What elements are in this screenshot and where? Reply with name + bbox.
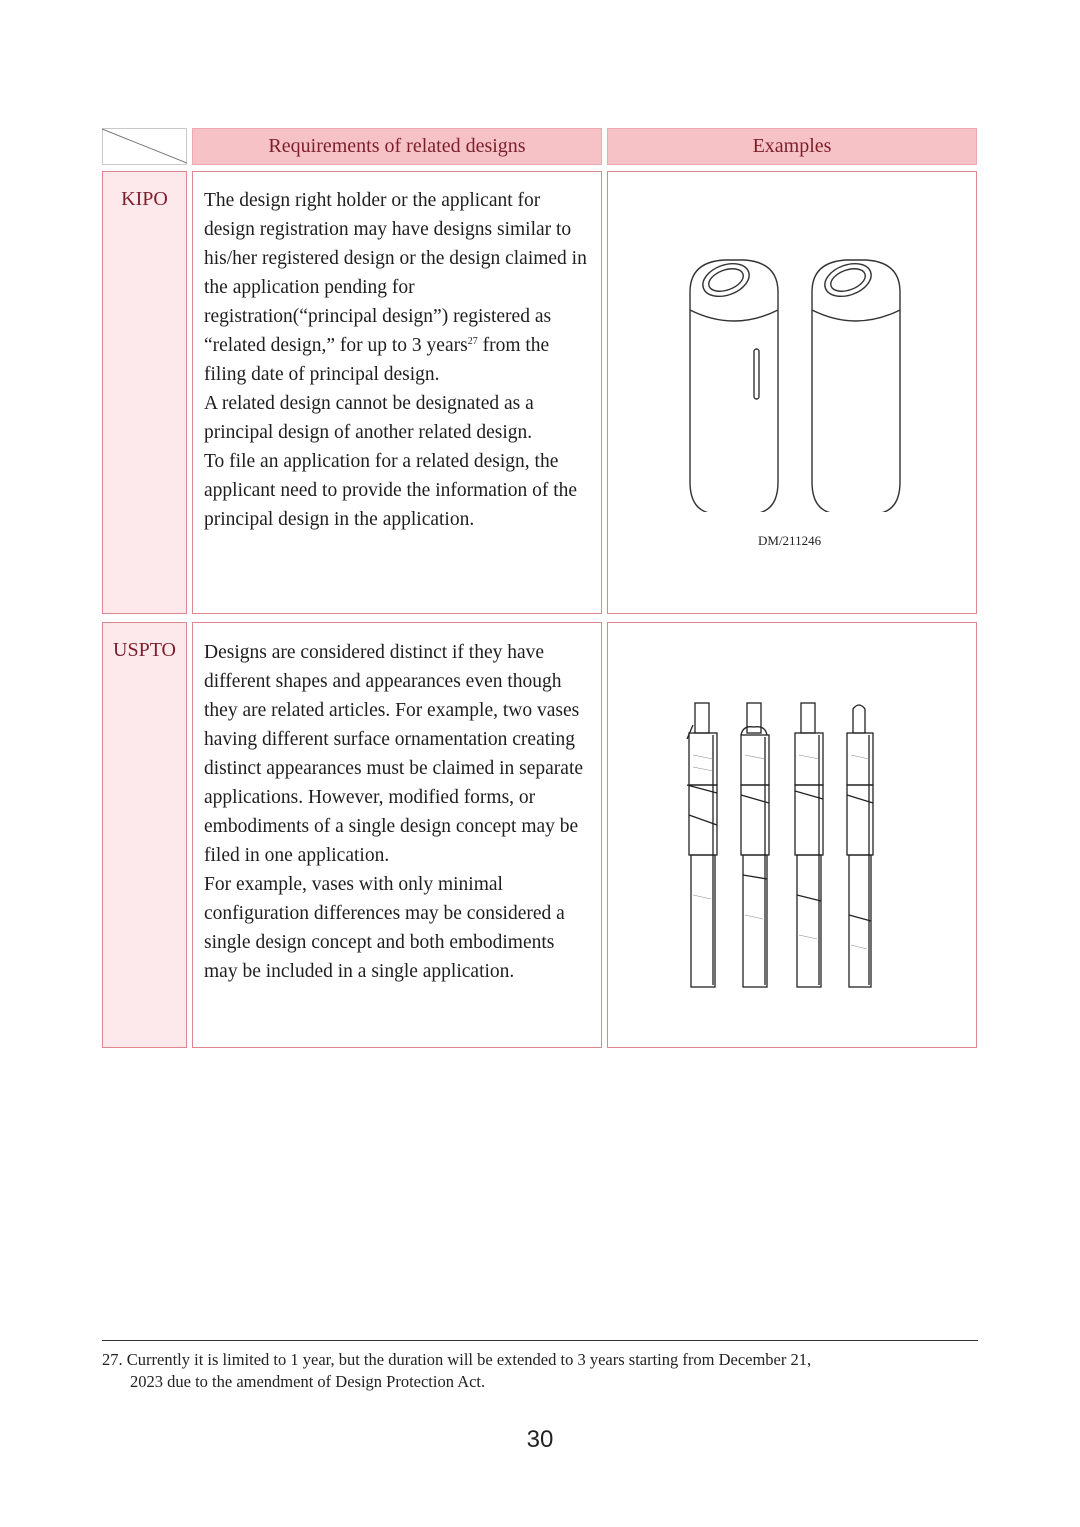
- uspto-requirements-cell: [192, 622, 602, 1048]
- row-label-uspto: USPTO: [102, 622, 187, 1048]
- footnote-27: [102, 1349, 962, 1393]
- uspto-example-cell: [607, 622, 977, 1048]
- row-label-kipo: KIPO: [102, 171, 187, 614]
- header-requirements: Requirements of related designs: [192, 128, 602, 165]
- footnote-text: Currently it is limited to 1 year, but the duration will be extended to 3 years starting from December 21,: [126, 1350, 812, 1369]
- kipo-requirements-cell: [192, 171, 602, 614]
- kipo-example-caption: DM/211246: [758, 533, 822, 548]
- kipo-requirements-text: [204, 186, 592, 534]
- kipo-paragraph-1: The design right holder or the applicant for design registration may have designs similar to his/her registered design or the design claimed in the application pending for registration(“principal design”) registered as “related design,” for up to 3 years$^{27}$ from the filing date of principal design.: [204, 190, 587, 385]
- kipo-paragraph-3: To file an application for a related design, the applicant need to provide the information of the principal design in the application.: [204, 451, 578, 530]
- kipo-example-cell: [607, 171, 977, 614]
- uspto-example-figure: [683, 695, 893, 995]
- header-examples: Examples: [607, 128, 977, 165]
- uspto-requirements-text: [204, 638, 592, 986]
- kipo-example-figure: [678, 252, 908, 512]
- footnote-divider: [102, 1340, 978, 1341]
- header-corner-cell: [102, 128, 187, 165]
- uspto-paragraph-1: Designs are considered distinct if they have different shapes and appearances even though they are related articles. For example, two vases having different surface ornamentation creating distinct appearances must be claimed in separate applications. However, modified forms, or embodiments of a single design concept may be filed in one application.: [204, 642, 584, 866]
- kipo-paragraph-2: A related design cannot be designated as a principal design of another related design.: [204, 393, 534, 443]
- diagonal-divider: [102, 128, 187, 165]
- footnote-number: 27.: [102, 1350, 123, 1369]
- footnote-text-continued: 2023 due to the amendment of Design Protection Act.: [130, 1372, 486, 1391]
- page-number: 30: [526, 1426, 554, 1453]
- footnote-ref-27[interactable]: 27: [467, 336, 478, 347]
- uspto-paragraph-2: For example, vases with only minimal configuration differences may be considered a single design concept and both embodiments may be included in a single application.: [204, 874, 565, 982]
